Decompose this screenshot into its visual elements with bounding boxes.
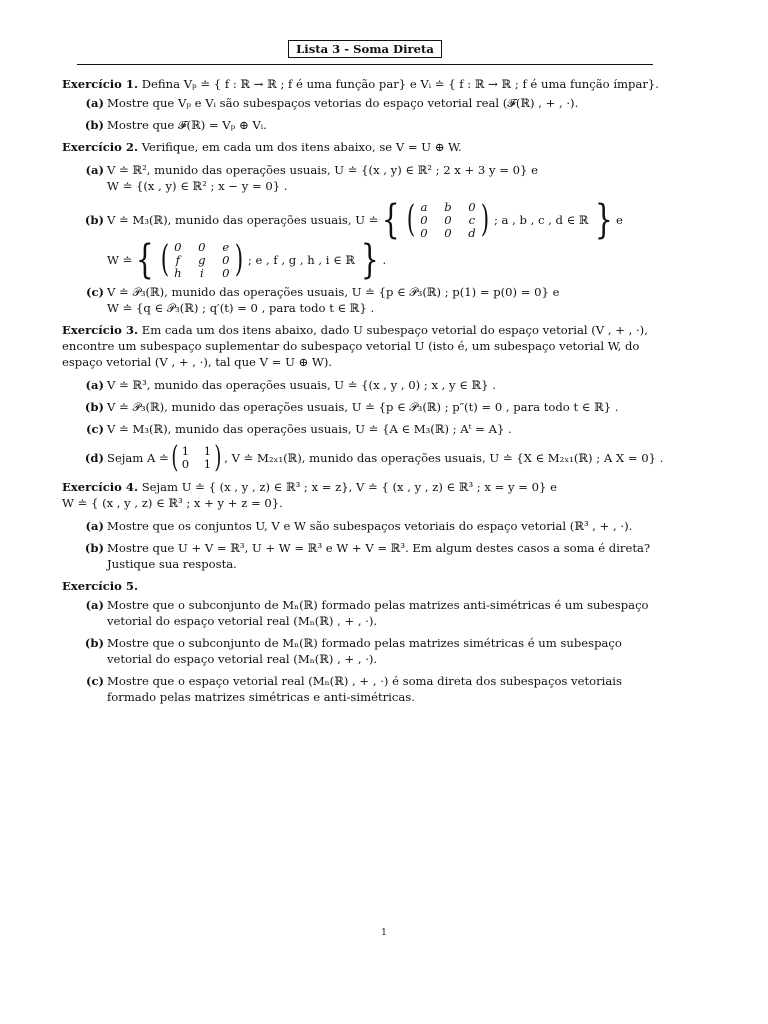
exercise-2-statement: Verifique, em cada um dos itens abaixo, se V = U ⊕ W. xyxy=(141,140,462,154)
matrix-a: 1 1 0 1 xyxy=(181,444,212,471)
exercise-5-item-b: (b) Mostre que o subconjunto de Mₙ(ℝ) formado pelas matrizes simétricas é um subespaço vetorial do espaço vetorial real (Mₙ(ℝ) , + , ·). xyxy=(84,636,622,666)
title-rule xyxy=(77,64,653,65)
exercise-3-item-b: (b) V ≐ 𝒫₃(ℝ), munido das operações usuais, U ≐ {p ∈ 𝒫₃(ℝ) ; p″(t) = 0 , para todo t ∈ ℝ} . xyxy=(84,400,619,414)
exercise-4-statement-cont: W ≐ { (x , y , z) ∈ ℝ³ ; x + y + z = 0}. xyxy=(62,496,283,510)
exercise-1-statement: Defina Vₚ ≐ { f : ℝ → ℝ ; f é uma função par} e Vᵢ ≐ { f : ℝ → ℝ ; f é uma função ímpar}. xyxy=(141,77,659,91)
right-brace: } xyxy=(360,237,379,283)
document-page xyxy=(62,40,668,711)
matrix-w: 0 0 e f g 0 h i 0 xyxy=(174,239,230,280)
exercise-5-item-c: (c) Mostre que o espaço vetorial real (Mₙ(ℝ) , + , ·) é soma direta dos subespaços vetoriais formado pelas matrizes simétricas e anti-simétricas. xyxy=(85,674,622,704)
exercise-2-item-b: (b) V ≐ M₃(ℝ), munido das operações usuais, U ≐ { ( a b 0 0 0 c 0 0 d ) ; a , b , c , d ∈ ℝ } e xyxy=(84,197,623,243)
exercise-2-item-c: (c) V ≐ 𝒫₃(ℝ), munido das operações usuais, U ≐ {p ∈ 𝒫₃(ℝ) ; p(1) = p(0) = 0} e W ≐ {q ∈ 𝒫₃(ℝ) ; q′(t) = 0 , para todo t ∈ ℝ} . xyxy=(85,285,560,315)
exercise-1-item-b: (b) Mostre que 𝓕(ℝ) = Vₚ ⊕ Vᵢ. xyxy=(84,118,267,132)
exercise-2-heading: Exercício 2. xyxy=(62,140,139,154)
left-paren: ( xyxy=(171,440,179,475)
page-title: Lista 3 - Soma Direta xyxy=(288,40,442,58)
exercise-4-heading: Exercício 4. xyxy=(62,480,139,494)
exercise-3 xyxy=(62,322,668,370)
exercise-2-item-b-continued: W ≐ { ( 0 0 e f g 0 h i 0 ) ; e , f , g , h , i ∈ ℝ } . xyxy=(107,237,387,283)
left-paren: ( xyxy=(160,239,170,280)
exercise-4-item-b: (b) Mostre que U + V = ℝ³, U + W = ℝ³ e W + V = ℝ³. Em algum destes casos a soma é direta? Justique sua resposta. xyxy=(84,541,651,571)
exercise-2-item-a: (a) V ≐ ℝ², munido das operações usuais, U ≐ {(x , y) ∈ ℝ² ; 2 x + 3 y = 0} e W ≐ {(x , y) ∈ ℝ² ; x − y = 0} . xyxy=(85,163,538,193)
exercise-4-statement: Sejam U ≐ { (x , y , z) ∈ ℝ³ ; x = z}, V ≐ { (x , y , z) ∈ ℝ³ ; x = y = 0} e xyxy=(141,480,557,494)
left-brace: { xyxy=(136,237,154,283)
right-paren: ) xyxy=(480,199,490,240)
exercise-4 xyxy=(62,479,668,511)
right-brace: } xyxy=(594,197,613,243)
exercise-3-item-a: (a) V ≐ ℝ³, munido das operações usuais, U ≐ {(x , y , 0) ; x , y ∈ ℝ} . xyxy=(85,378,496,392)
exercise-2 xyxy=(62,139,668,155)
exercise-1-heading: Exercício 1. xyxy=(62,77,139,91)
left-brace: { xyxy=(382,197,401,243)
exercise-5-heading: Exercício 5. xyxy=(62,579,139,593)
exercise-5-item-a: (a) Mostre que o subconjunto de Mₙ(ℝ) formado pelas matrizes anti-simétricas é um subespaço vetorial do espaço vetorial real (Mₙ(ℝ) , + , ·). xyxy=(85,598,649,628)
right-paren: ) xyxy=(234,239,244,280)
matrix-u: a b 0 0 0 c 0 0 d xyxy=(420,199,476,240)
exercise-3-statement: Em cada um dos itens abaixo, dado U subespaço vetorial do espaço vetorial (V , + , ·), encontre um subespaço suplementar do subespaço vetorial U (isto é, um subespaço vetorial W, do espaço vetorial (V , + , ·), tal que V = U ⊕ W). xyxy=(62,323,648,369)
exercise-1 xyxy=(62,76,668,92)
page-number: 1 xyxy=(381,928,387,938)
exercise-3-item-c: (c) V ≐ M₃(ℝ), munido das operações usuais, U ≐ {A ∈ M₃(ℝ) ; Aᵗ = A} . xyxy=(85,422,512,436)
left-paren: ( xyxy=(406,199,416,240)
exercise-3-item-d: (d) Sejam A ≐ ( 1 1 0 1 ) , V ≐ M₂ₓ₁(ℝ), munido das operações usuais, U ≐ {X ∈ M₂ₓ₁(ℝ) ; A X = 0} . xyxy=(84,440,664,475)
exercise-4-item-a: (a) Mostre que os conjuntos U, V e W são subespaços vetoriais do espaço vetorial (ℝ³ , + , ·). xyxy=(85,519,633,533)
exercise-3-heading: Exercício 3. xyxy=(62,323,139,337)
right-paren: ) xyxy=(214,440,222,475)
exercise-5 xyxy=(62,578,668,594)
exercise-1-item-a: (a) Mostre que Vₚ e Vᵢ são subespaços vetorias do espaço vetorial real (𝓕(ℝ) , + , ·). xyxy=(85,96,579,110)
